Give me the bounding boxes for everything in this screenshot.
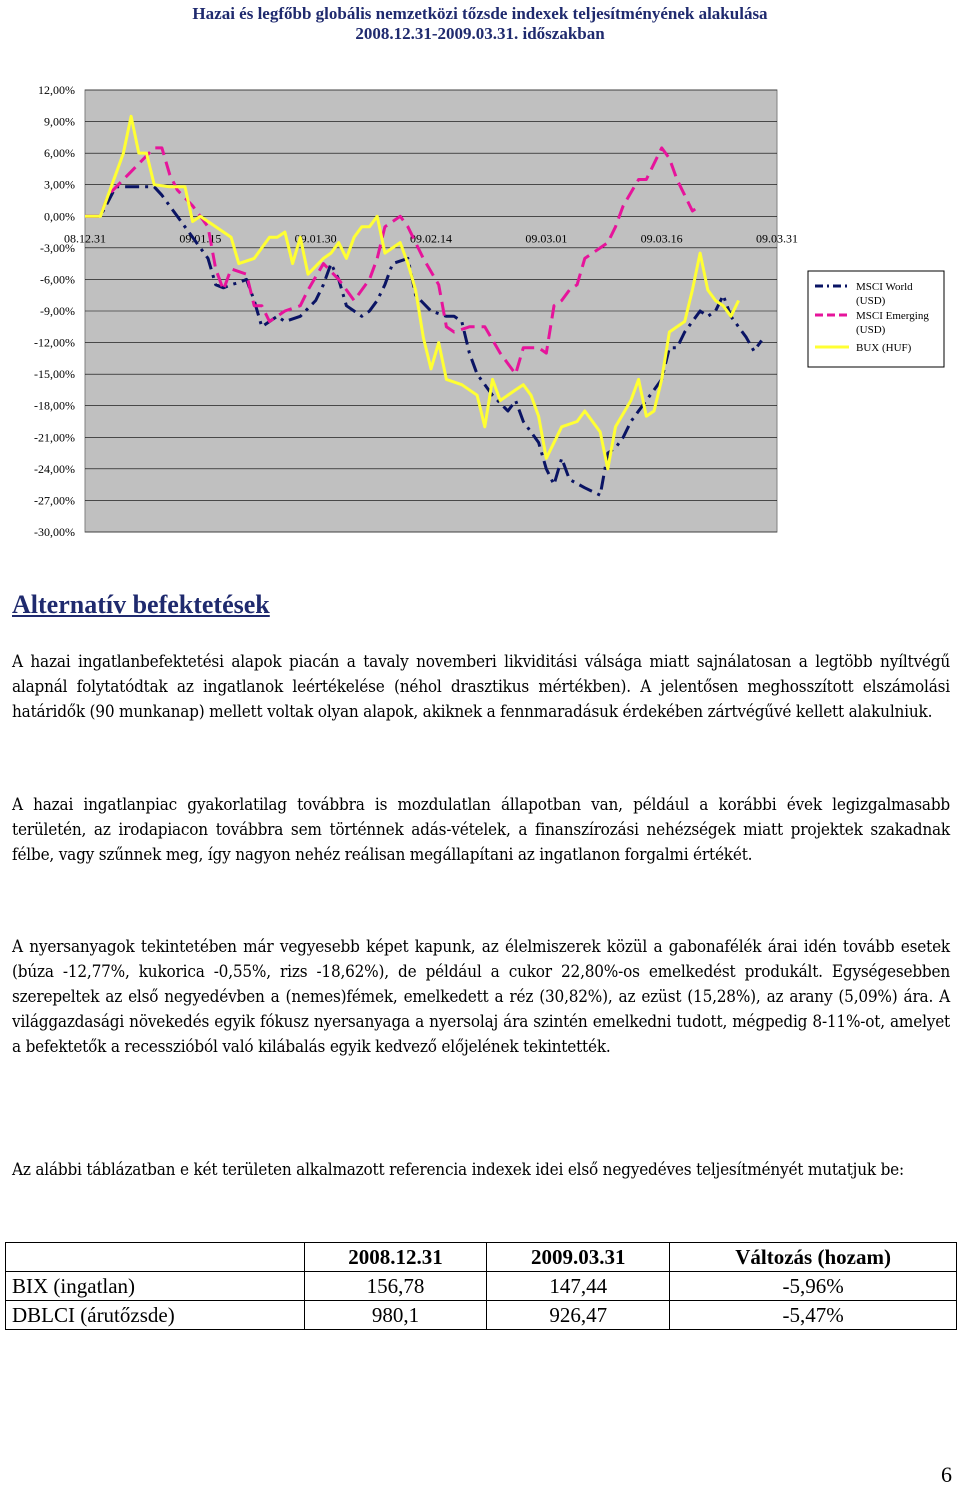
paragraph-real-estate-funds: A hazai ingatlanbefektetési alapok piacán a tavaly novemberi likviditási válsága miatt sajnálatosan a legtöbb nyíltvégű alapnál folytatódtak az ingatlanok leértékelése (néhol drasztikus mértékben). A jelentősen meghosszított elszámolási határidők (90 munkanap) mellett voltak olyan alapok, akiknek a fennmaradásuk érdekében zártvégűvé kellett alakulniuk. — [12, 652, 950, 722]
table-header-cell: 2008.12.31 — [304, 1243, 487, 1272]
y-tick-label: -27,00% — [34, 493, 75, 508]
table-header-cell — [6, 1243, 305, 1272]
y-tick-label: -21,00% — [34, 430, 75, 445]
table-header-cell: 2009.03.31 — [487, 1243, 670, 1272]
table-header-cell: Változás (hozam) — [670, 1243, 957, 1272]
x-tick-label: 09.03.01 — [525, 231, 568, 246]
table-row — [6, 1301, 957, 1330]
table-row — [6, 1272, 957, 1301]
table-cell: 926,47 — [487, 1301, 670, 1330]
y-tick-label: 9,00% — [44, 114, 75, 129]
page-number: 6 — [941, 1462, 952, 1487]
x-tick-label: 09.03.16 — [640, 231, 683, 246]
table-cell: -5,96% — [670, 1272, 957, 1301]
y-tick-label: -9,00% — [40, 304, 75, 318]
table-cell: 156,78 — [304, 1272, 487, 1301]
y-tick-label: -6,00% — [40, 272, 75, 287]
legend-label: MSCI World (USD) — [856, 281, 913, 307]
y-tick-label: -24,00% — [34, 461, 75, 476]
paragraph-table-intro: Az alábbi táblázatban e két területen alkalmazott referencia indexek idei első negyedéves teljesítményét mutatjuk be: — [12, 1160, 904, 1180]
x-tick-label: 08.12.31 — [64, 231, 106, 246]
x-tick-label: 09.01.30 — [294, 231, 337, 246]
table-header-row — [6, 1243, 957, 1272]
table-cell-label: DBLCI (árutőzsde) — [6, 1301, 305, 1330]
chart-legend — [808, 271, 944, 367]
table-cell-label: BIX (ingatlan) — [6, 1272, 305, 1301]
legend-label: BUX (HUF) — [856, 342, 912, 354]
x-tick-label: 09.02.14 — [410, 231, 452, 246]
page-title-line-1: Hazai és legfőbb globális nemzetközi tőzsde indexek teljesítményének alakulása — [192, 4, 768, 23]
y-axis-tick-labels — [34, 83, 75, 539]
x-tick-label: 09.03.31 — [756, 231, 798, 246]
legend-label: MSCI Emerging (USD) — [856, 310, 929, 336]
paragraph-real-estate-market: A hazai ingatlanpiac gyakorlatilag továbbra is mozdulatlan állapotban van, például a korábbi évek legizgalmasabb területén, az irodapiacon továbbra sem történnek adás-vételek, a finanszírozási nehézségek miatt projektek szakadnak félbe, vagy szűnnek meg, így nagyon nehéz reálisan megállapítani az ingatlanon forgalmi értékét. — [12, 795, 950, 865]
index-performance-chart — [0, 70, 960, 550]
y-tick-label: 3,00% — [44, 177, 75, 192]
x-tick-label: 09.01.15 — [179, 231, 222, 246]
table-cell: 980,1 — [304, 1301, 487, 1330]
table-cell: 147,44 — [487, 1272, 670, 1301]
y-tick-label: -18,00% — [34, 398, 75, 413]
section-heading: Alternatív befektetések — [12, 590, 270, 619]
reference-index-table — [5, 1242, 957, 1330]
page-title-line-2: 2008.12.31-2009.03.31. időszakban — [355, 24, 605, 43]
y-tick-label: -3,00% — [40, 240, 75, 255]
y-tick-label: -12,00% — [34, 335, 75, 350]
y-tick-label: -30,00% — [34, 525, 75, 539]
y-tick-label: 6,00% — [44, 146, 75, 161]
y-tick-label: -15,00% — [34, 367, 75, 382]
y-tick-label: 0,00% — [44, 209, 75, 224]
table-cell: -5,47% — [670, 1301, 957, 1330]
y-tick-label: 12,00% — [38, 83, 75, 97]
paragraph-commodities: A nyersanyagok tekintetében már vegyesebb képet kapunk, az élelmiszerek közül a gabonafélék árai idén tovább esetek (búza -12,77%, kukorica -0,55%, rizs -18,62%), de például a cukor 22,80%-os emelkedést produkált. Egységesebben szerepeltek az első negyedévben a (nemes)fémek, emelkedett a réz (30,82%), az ezüst (15,28%), az arany (5,09%) ára. A világgazdasági növekedés egyik fókusz nyersanyaga a nyersolaj ára szintén emelkedni tudott, mégpedig 8-11%-ot, amelyet a befektetők a recesszióból való kilábalás egyik kedvező előjelének tekintették. — [12, 937, 950, 1057]
